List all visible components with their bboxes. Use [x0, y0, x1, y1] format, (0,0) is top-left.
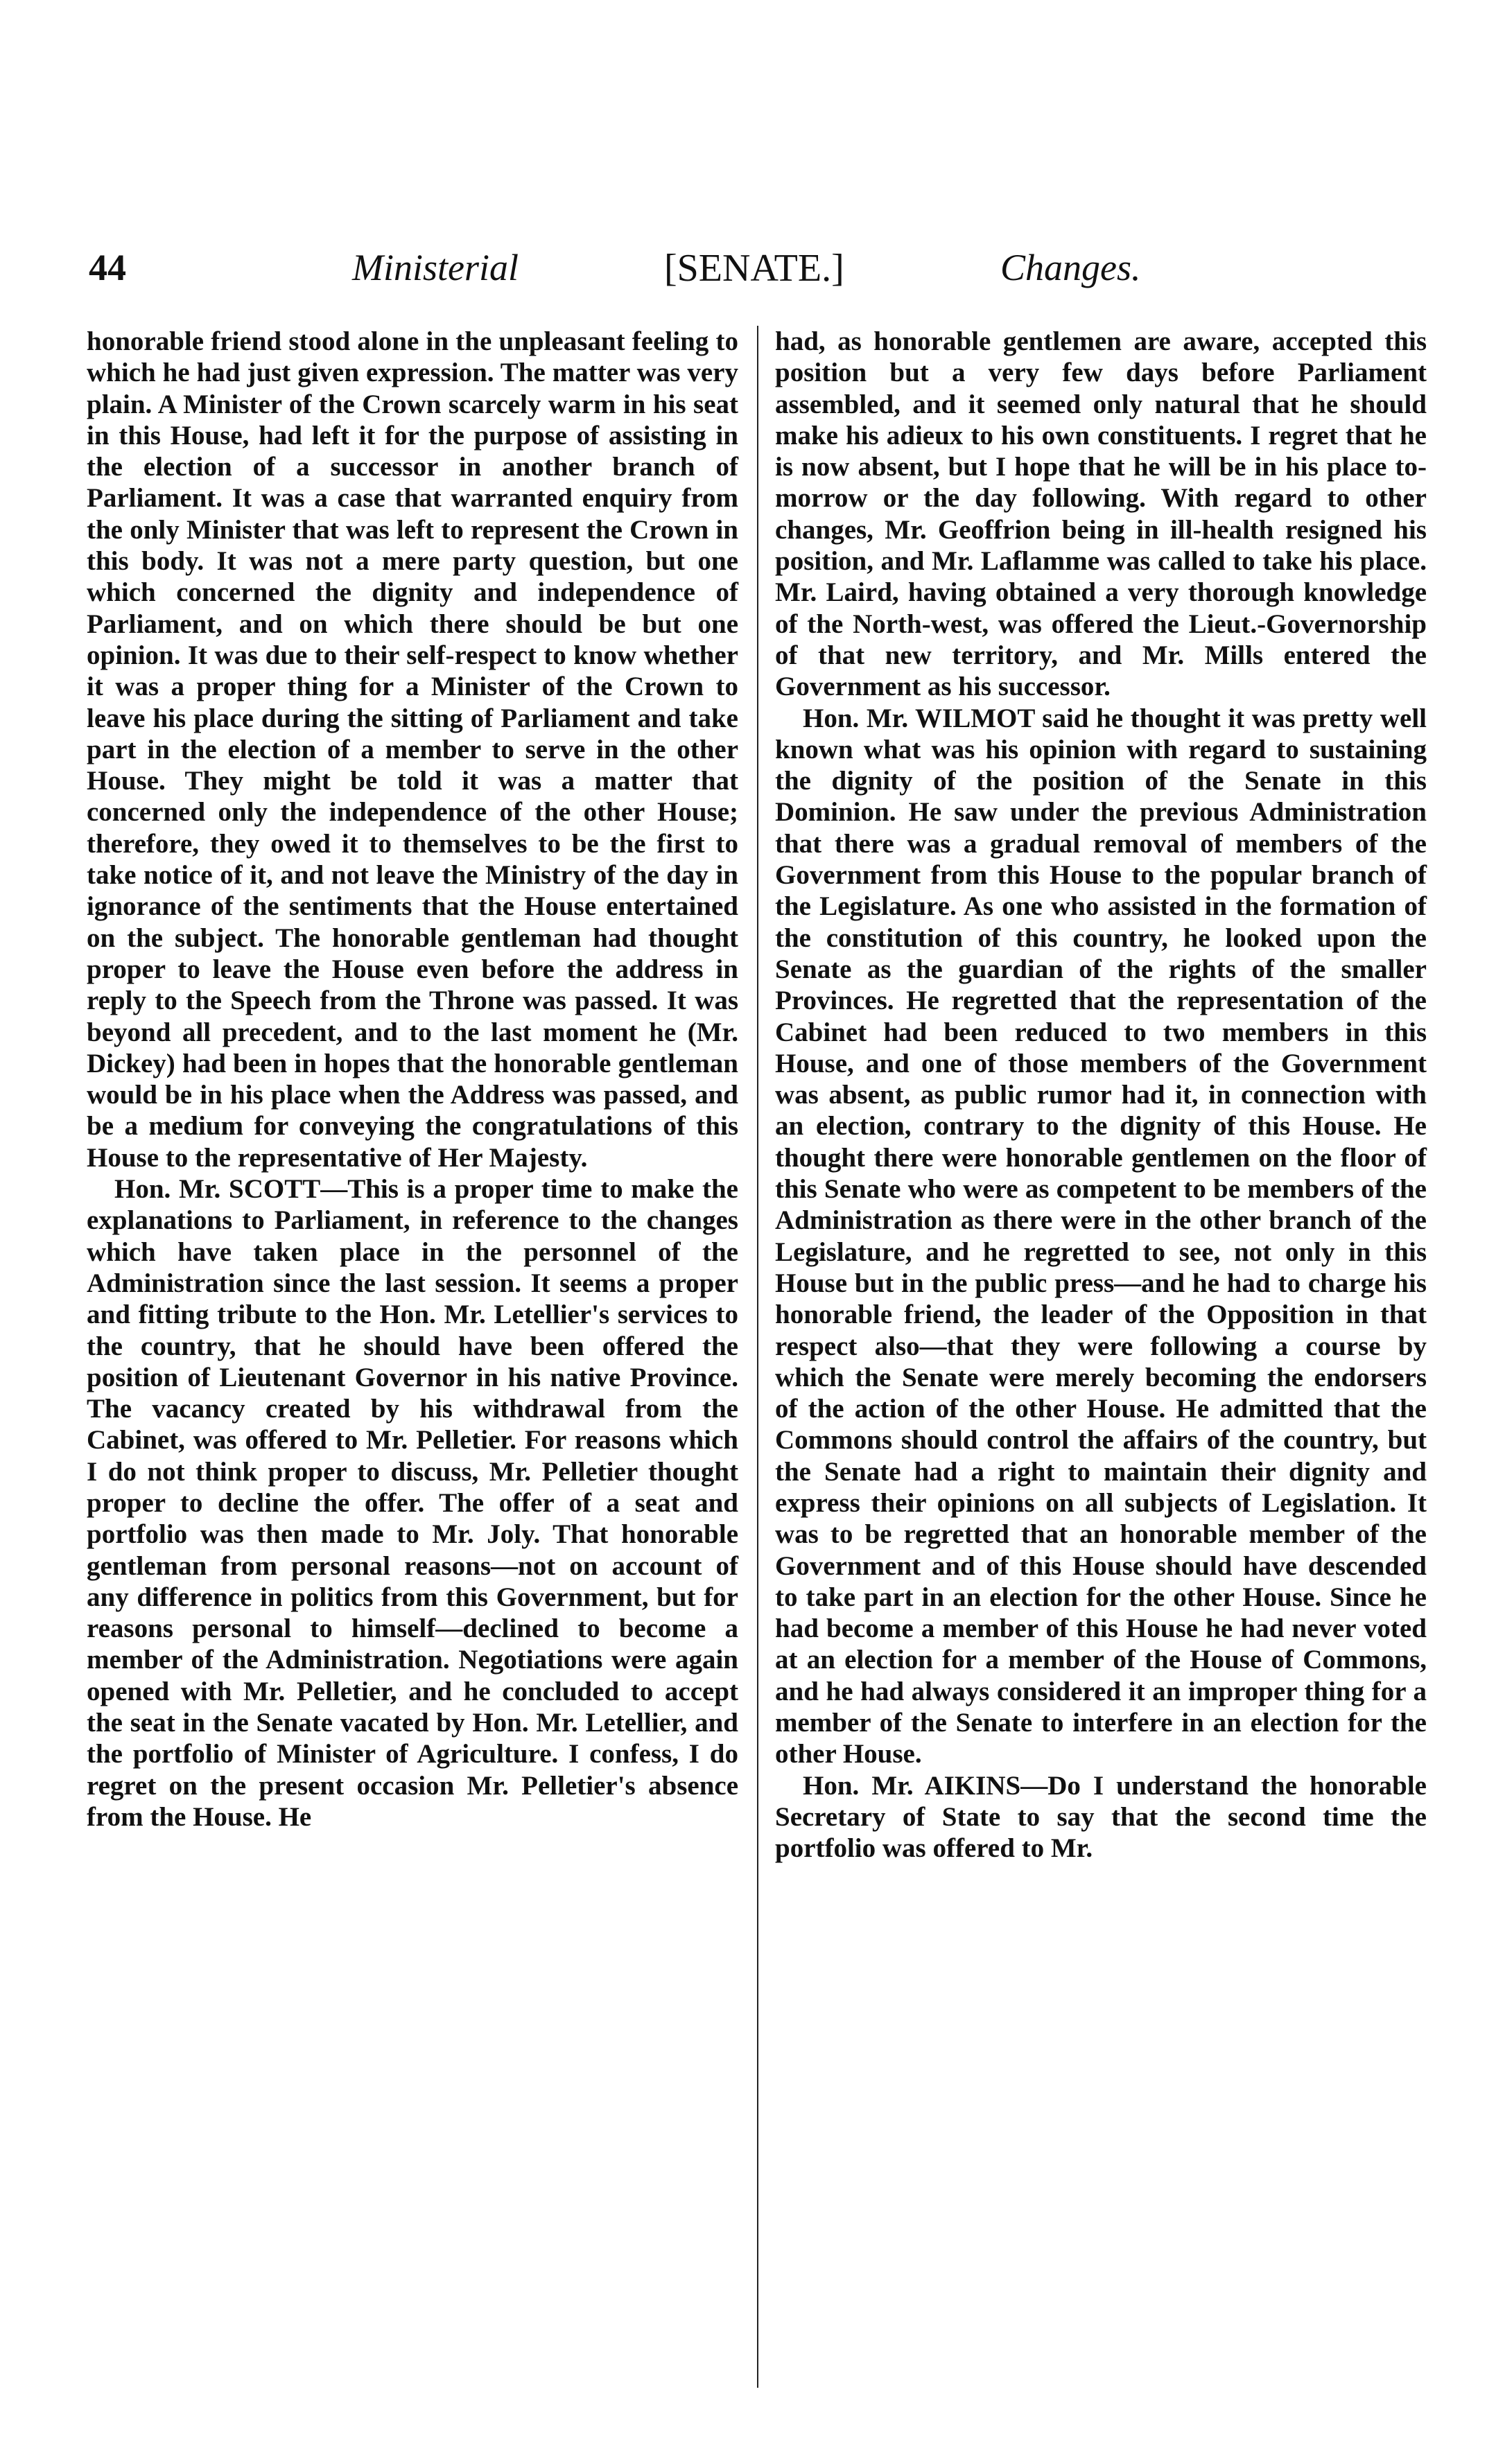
header-left-title: Ministerial — [352, 247, 519, 288]
page-number: 44 — [89, 247, 126, 288]
header-right-title: Changes. — [1000, 247, 1141, 288]
column-divider — [757, 326, 758, 2388]
right-column — [775, 326, 1427, 1864]
paragraph-wilmot: Hon. Mr. WILMOT said he thought it was pretty well known what was his opinion with regard to sustaining the dignity of the position of the Senate in this Dominion. He saw under the previous Administration that there was a gradual removal of members of the Government from this House to the popular branch of the Legislature. As one who assisted in the formation of the constitution of this country, he looked upon the Senate as the guardian of the rights of the smaller Provinces. He regretted that the representation of the Cabinet had been reduced to two members in this House, and one of those members of the Government was absent, as public rumor had it, in connection with an election, contrary to the dignity of this House. He thought there were honorable gentlemen on the floor of this Senate who were as competent to be members of the Administration as there were in the other branch of the Legislature, and he regretted to see, not only in this House but in the public press—and he had to charge his honorable friend, the leader of the Opposition in that respect also—that they were following a course by which the Senate were merely becoming the endorsers of the action of the other House. He admitted that the Commons should control the affairs of the country, but the Senate had a right to maintain their dignity and express their opinions on all subjects of Legislation. It was to be regretted that an honorable member of the Government and of this House should have descended to take part in an election for the other House. Since he had become a member of this House he had never voted at an election for a member of the House of Commons, and he had always considered it an improper thing for a member of the Senate to interfere in an election for the other House. — [775, 703, 1427, 1770]
paragraph-dickey-continuation: honorable friend stood alone in the unpleasant feeling to which he had just given expression. The matter was very plain. A Minister of the Crown scarcely warm in his seat in this House, had left it for the purpose of assisting in the election of a successor in another branch of Parliament. It was a case that warranted enquiry from the only Minister that was left to represent the Crown in this body. It was not a mere party question, but one which concerned the dignity and independence of Parliament, and on which there should be but one opinion. It was due to their self-respect to know whether it was a proper thing for a Minister of the Crown to leave his place during the sitting of Parliament and take part in the election of a member to serve in the other House. They might be told it was a matter that concerned only the independence of the other House; therefore, they owed it to themselves to be the first to take notice of it, and not leave the Ministry of the day in ignorance of the sentiments that the House entertained on the subject. The honorable gentleman had thought proper to leave the House even before the address in reply to the Speech from the Throne was passed. It was beyond all precedent, and to the last moment he (Mr. Dickey) had been in hopes that the honorable gentleman would be in his place when the Address was passed, and be a medium for conveying the congratulations of this House to the representative of Her Majesty. — [87, 326, 738, 1173]
paragraph-scott-continuation: had, as honorable gentlemen are aware, accepted this position but a very few days before Parliament assembled, and it seemed only natural that he should make his adieux to his own constituents. I regret that he is now absent, but I hope that he will be in his place to-morrow or the day following. With regard to other changes, Mr. Geoffrion being in ill-health resigned his position, and Mr. Laflamme was called to take his place. Mr. Laird, having obtained a very thorough knowledge of the North-west, was offered the Lieut.-Governorship of that new territory, and Mr. Mills entered the Government as his successor. — [775, 326, 1427, 702]
running-header — [89, 246, 1423, 302]
header-chamber: [SENATE.] — [664, 247, 844, 290]
paragraph-scott: Hon. Mr. SCOTT—This is a proper time to make the explanations to Parliament, in reference to the changes which have taken place in the personnel of the Administration since the last session. It seems a proper and fitting tribute to the Hon. Mr. Letellier's services to the country, that he should have been offered the position of Lieutenant Governor in his native Province. The vacancy created by his withdrawal from the Cabinet, was offered to Mr. Pelletier. For reasons which I do not think proper to discuss, Mr. Pelletier thought proper to decline the offer. The offer of a seat and portfolio was then made to Mr. Joly. That honorable gentleman from personal reasons—not on account of any difference in politics from this Government, but for reasons personal to himself—declined to become a member of the Administration. Negotiations were again opened with Mr. Pelletier, and he concluded to accept the seat in the Senate vacated by Hon. Mr. Letellier, and the portfolio of Minister of Agriculture. I confess, I do regret on the present occasion Mr. Pelletier's absence from the House. He — [87, 1174, 738, 1832]
paragraph-aikins: Hon. Mr. AIKINS—Do I understand the honorable Secretary of State to say that the second time the portfolio was offered to Mr. — [775, 1770, 1427, 1864]
left-column — [87, 326, 738, 1833]
